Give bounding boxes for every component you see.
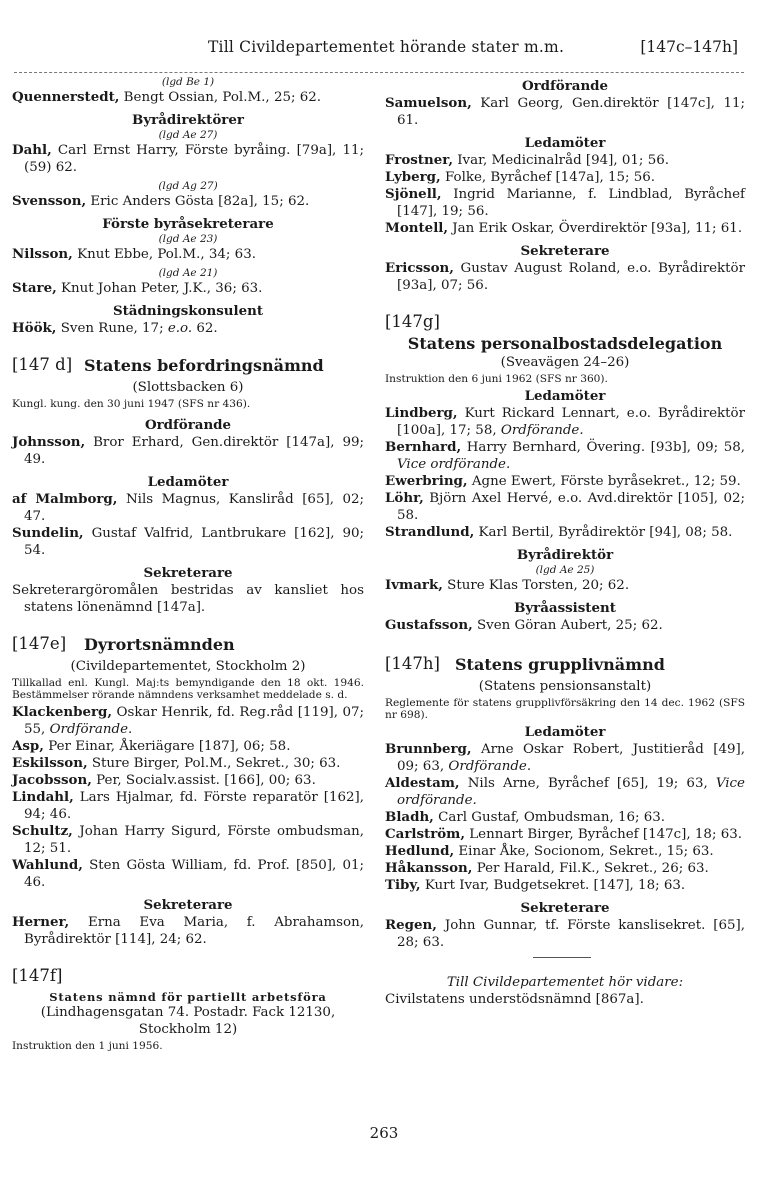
entry: Herner, Erna Eva Maria, f. Abrahamson, Byrådirektör [114], 24; 62. <box>12 913 364 947</box>
section-code: [147f] <box>12 965 63 985</box>
section-name: Statens grupplivnämnd <box>455 654 665 674</box>
entry: Regen, John Gunnar, tf. Förste kanslisekret. [65], 28; 63. <box>385 916 745 950</box>
section-note: Instruktion den 6 juni 1962 (SFS nr 360). <box>385 373 608 385</box>
role-heading: Ordförande <box>521 78 609 94</box>
entry: Frostner, Ivar, Medicinalråd [94], 01; 56. <box>385 152 669 168</box>
entry: Stare, Knut Johan Peter, J.K., 36; 63. <box>12 280 263 296</box>
entry: Höök, Sven Rune, 17; e.o. 62. <box>12 320 218 336</box>
section-address: (Lindhagensgatan 74. Postadr. Fack 12130, Stockholm 12) <box>40 1004 336 1037</box>
entry: Asp, Per Einar, Åkeriägare [187], 06; 58. <box>12 737 291 754</box>
page-number: 263 <box>369 1124 399 1142</box>
section-code: [147e] <box>12 633 67 653</box>
entry: Jacobsson, Per, Socialv.assist. [166], 00; 63. <box>12 771 316 788</box>
entry: Dahl, Carl Ernst Harry, Förste byråing. [79a], 11; (59) 62. <box>12 142 364 175</box>
section-note: Kungl. kung. den 30 juni 1947 (SFS nr 436). <box>12 398 251 410</box>
grade-label: (lgd Ae 23) <box>158 233 218 245</box>
section-code: [147 d] <box>12 355 73 374</box>
entry: Sundelin, Gustaf Valfrid, Lantbrukare [162], 90; 54. <box>12 524 364 558</box>
entry: Håkansson, Per Harald, Fil.K., Sekret., 26; 63. <box>385 859 709 876</box>
entry: Klackenberg, Oskar Henrik, fd. Reg.råd [119], 07; 55, Ordförande. <box>12 703 364 737</box>
grade-label: (lgd Ag 27) <box>158 180 218 192</box>
entry: Gustafsson, Sven Göran Aubert, 25; 62. <box>385 616 663 633</box>
section-name: Statens nämnd för partiellt arbetsföra <box>49 989 327 1004</box>
section-address: (Sveavägen 24–26) <box>500 355 630 370</box>
role-heading: Sekreterare <box>520 899 610 916</box>
role-heading: Byrådirektör <box>516 546 614 563</box>
section-heading-147d <box>12 355 364 379</box>
header-section-range: [147c–147h] <box>640 38 738 56</box>
entry: Johnsson, Bror Erhard, Gen.direktör [147a], 99; 49. <box>12 433 364 467</box>
role-heading: Ledamöter <box>524 723 606 740</box>
entry: Bernhard, Harry Bernhard, Övering. [93b], 09; 58, Vice ordförande. <box>385 438 745 472</box>
header-title: Till Civildepartementet hörande stater m.m. <box>208 38 565 56</box>
entry: Samuelson, Karl Georg, Gen.direktör [147c], 11; 61. <box>385 95 745 128</box>
entry: Nilsson, Knut Ebbe, Pol.M., 34; 63. <box>12 246 256 262</box>
entry: Ericsson, Gustav August Roland, e.o. Byrådirektör [93a], 07; 56. <box>385 260 745 293</box>
entry: Carlström, Lennart Birger, Byråchef [147c], 18; 63. <box>385 825 743 842</box>
role-heading: Städningskonsulent <box>112 303 264 319</box>
role-heading: Sekreterare <box>143 896 233 913</box>
left-column <box>12 76 364 1054</box>
entry: Sjönell, Ingrid Marianne, f. Lindblad, Byråchef [147], 19; 56. <box>385 186 745 219</box>
section-address: (Statens pensionsanstalt) <box>478 678 652 694</box>
section-note: Instruktion den 1 juni 1956. <box>12 1039 163 1052</box>
section-heading-147g <box>385 312 745 334</box>
entry: Ewerbring, Agne Ewert, Förste byråsekret., 12; 59. <box>385 472 741 489</box>
entry: Quennerstedt, Bengt Ossian, Pol.M., 25; 62. <box>12 89 322 105</box>
entry: Löhr, Björn Axel Hervé, e.o. Avd.direktör [105], 02; 58. <box>385 489 745 523</box>
right-column <box>385 76 745 1008</box>
entry: Strandlund, Karl Bertil, Byrådirektör [94], 08; 58. <box>385 523 733 540</box>
role-heading: Ledamöter <box>147 473 229 490</box>
section-name: Statens personalbostadsdelegation <box>407 334 723 353</box>
grade-label: (lgd Ae 21) <box>158 267 218 279</box>
section-heading-147h <box>385 654 745 678</box>
grade-label: (lgd Ae 25) <box>535 563 595 576</box>
role-heading: Ordförande <box>144 416 232 433</box>
role-heading: Förste byråsekreterare <box>102 216 274 232</box>
entry: Sekreterargöromålen bestridas av kansliet hos statens lönenämnd [147a]. <box>12 582 364 615</box>
entry: Lindahl, Lars Hjalmar, fd. Förste reparatör [162], 94; 46. <box>12 788 364 822</box>
role-heading: Sekreterare <box>143 564 233 581</box>
role-heading: Byrådirektörer <box>132 112 244 128</box>
section-note: Tillkallad enl. Kungl. Maj:ts bemyndigande den 18 okt. 1946. Bestämmelser rörande nämndens verksamhet meddelade s. d. <box>12 676 364 701</box>
running-header <box>14 38 744 73</box>
section-address: (Slottsbacken 6) <box>132 380 244 395</box>
see-also-heading: Till Civildepartementet hör vidare: <box>446 974 684 990</box>
entry: Montell, Jan Erik Oskar, Överdirektör [93a], 11; 61. <box>385 220 743 236</box>
role-heading: Sekreterare <box>520 243 610 259</box>
entry: Aldestam, Nils Arne, Byråchef [65], 19; 63, Vice ordförande. <box>385 774 745 808</box>
section-note: Reglemente för statens grupplivförsäkring den 14 dec. 1962 (SFS nr 698). <box>385 696 745 721</box>
section-code: [147g] <box>385 312 440 331</box>
entry: Wahlund, Sten Gösta William, fd. Prof. [850], 01; 46. <box>12 856 364 890</box>
role-heading: Ledamöter <box>524 135 606 151</box>
entry: Svensson, Eric Anders Gösta [82a], 15; 62. <box>12 193 310 209</box>
grade-label: (lgd Ae 27) <box>158 129 218 141</box>
entry: Hedlund, Einar Åke, Socionom, Sekret., 15; 63. <box>385 842 714 859</box>
see-also-entry: Civilstatens understödsnämnd [867a]. <box>385 991 644 1007</box>
entry: Schultz, Johan Harry Sigurd, Förste ombudsman, 12; 51. <box>12 822 364 856</box>
section-heading-147f <box>12 966 364 990</box>
entry: Eskilsson, Sture Birger, Pol.M., Sekret., 30; 63. <box>12 754 341 771</box>
divider <box>533 957 591 958</box>
entry: Lindberg, Kurt Rickard Lennart, e.o. Byrådirektör [100a], 17; 58, Ordförande. <box>385 404 745 438</box>
section-name: Statens befordringsnämnd <box>84 356 324 375</box>
section-name: Dyrortsnämnden <box>84 634 235 654</box>
entry: Lyberg, Folke, Byråchef [147a], 15; 56. <box>385 169 656 185</box>
role-heading: Ledamöter <box>524 387 606 404</box>
role-heading: Byråassistent <box>514 599 616 616</box>
grade-label: (lgd Be 1) <box>161 76 215 88</box>
section-address: (Civildepartementet, Stockholm 2) <box>70 658 306 674</box>
section-code: [147h] <box>385 653 440 673</box>
entry: Bladh, Carl Gustaf, Ombudsman, 16; 63. <box>385 808 666 825</box>
entry: Brunnberg, Arne Oskar Robert, Justitieråd [49], 09; 63, Ordförande. <box>385 740 745 774</box>
entry: Ivmark, Sture Klas Torsten, 20; 62. <box>385 576 630 593</box>
entry: Tiby, Kurt Ivar, Budgetsekret. [147], 18; 63. <box>385 876 686 893</box>
entry: af Malmborg, Nils Magnus, Kansliråd [65], 02; 47. <box>12 490 364 524</box>
section-heading-147e <box>12 634 364 658</box>
